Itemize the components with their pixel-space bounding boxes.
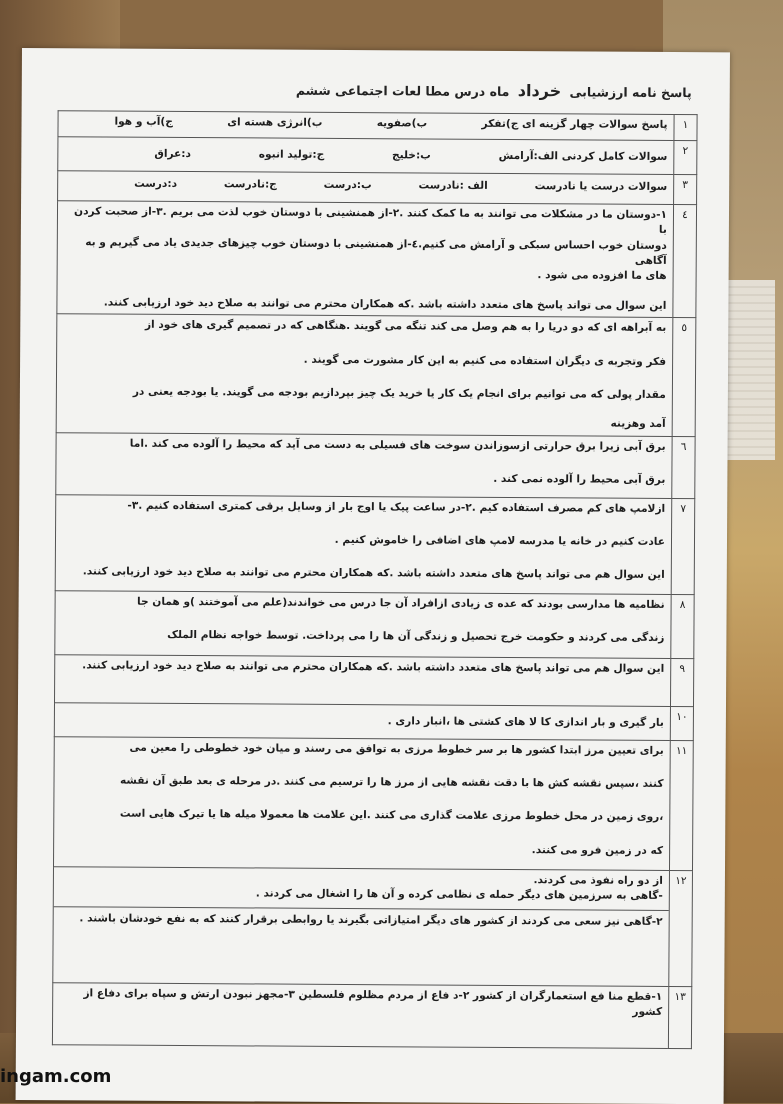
answer-line: ج:تولید انبوه xyxy=(258,148,325,161)
answer-line: د:عراق xyxy=(154,147,192,161)
answer-line: ،روی زمین در محل خطوط مرزی علامت گذاری می کنند .این علامت ها معمولا میله ها یا تیرک هایی است xyxy=(119,807,664,824)
answer-line: برق آبی زیرا برق حرارتی ازسوزاندن سوخت های فسیلی به دست می آید که محیط را آلوده می کند .اما xyxy=(129,437,666,453)
sheet-title xyxy=(22,78,692,101)
answer-line: دوستان خوب احساس سبکی و آرامش می کنیم.٤-از همنشینی با دوستان خوب چیزهای جدیدی یاد می گیریم و به آگاهی xyxy=(85,236,667,268)
answer-line: ب)انرژی هسته ای xyxy=(227,116,323,129)
answer-line: این سوال هم می تواند پاسخ های متعدد داشته باشد .که همکاران محترم می توانند به صلاح دید خود ارزیابی کنند. xyxy=(82,658,665,675)
answer-line: -گاهی به سرزمین های دیگر حمله ی نظامی کرده و آن ها را اشغال می کردند . xyxy=(255,887,663,902)
answer-line: ب)صفویه xyxy=(376,117,428,130)
answer-cell xyxy=(54,702,670,740)
table-row xyxy=(55,590,694,658)
row-number: ۱ xyxy=(674,114,697,140)
watermark: ingam.com xyxy=(0,1066,112,1087)
answer-line: ج)آب و هوا xyxy=(114,115,173,128)
row-number: ۸ xyxy=(671,594,694,658)
answer-line: کنند ،سپس نقشه کش ها با دقت نقشه هایی از مرز ها را ترسیم می کنند .در مرحله ی بعد طبق آن نقشه xyxy=(119,774,664,790)
table-row xyxy=(52,982,691,1048)
answer-line: ۱-دوستان ما در مشکلات می توانند به ما کمک کنند .۲-از همنشینی با دوستان خوب لذت می بریم .۳-از صحبت کردن با xyxy=(74,205,668,237)
answer-line: سوالات کامل کردنی الف:آرامش xyxy=(498,149,668,163)
answer-line: ازلامپ های کم مصرف استفاده کیم .۲-در ساعت پیک یا اوج بار از وسایل برقی کمتری استفاده کنیم .۳- xyxy=(127,499,666,515)
title-suffix: ماه درس مطا لعات اجتماعی ششم xyxy=(295,82,510,99)
table-row xyxy=(53,866,693,986)
row-number: ۱۰ xyxy=(670,706,693,740)
row-number: ۹ xyxy=(670,658,693,706)
answer-line: بار گیری و بار اندازی کا لا های کشتی ها ،انبار داری . xyxy=(387,714,664,729)
answer-cell xyxy=(53,866,670,986)
answer-cell xyxy=(56,314,673,436)
answer-line: فکر وتجربه ی دیگران استفاده می کنیم به این کار مشورت می گویند . xyxy=(303,353,667,368)
row-number: ۲ xyxy=(674,140,697,174)
row-number: ٤ xyxy=(673,204,697,317)
row-number: ٧ xyxy=(671,498,695,594)
title-prefix: پاسخ نامه ارزشیابی xyxy=(569,84,692,101)
answer-line: نظامیه ها مدارسی بودند که عده ی زیادی ازافراد آن جا درس می خواندند(علم می آموختند )و همان جا xyxy=(136,595,665,611)
answer-line: به آبراهه ای که دو دریا را به هم وصل می کند تنگه می گویند .هنگاهی که در تصمیم گیری های خود از xyxy=(144,318,667,335)
answer-cell xyxy=(55,590,671,658)
answer-line: ب:خلیج xyxy=(392,149,431,162)
answer-cell xyxy=(55,494,672,594)
answer-line: د:درست xyxy=(134,177,178,190)
answer-line: سوالات درست یا نادرست xyxy=(534,180,668,193)
title-month: خرداد xyxy=(517,81,562,101)
answer-line: برق آبی محیط را آلوده نمی کند . xyxy=(493,472,666,486)
answer-line: ب:درست xyxy=(323,178,372,192)
table-row xyxy=(56,314,696,436)
row-number: ۳ xyxy=(674,174,697,204)
answer-cell xyxy=(58,111,674,141)
answer-line: ۲-گاهی نیز سعی می کردند از کشور های دیگر امتیازاتی بگیرند یا روابطی برقرار کنند که به نفع خودشان باشند . xyxy=(79,912,663,929)
answer-line: برای تعیین مرز ابتدا کشور ها بر سر خطوط مرزی به توافق می رسند و میان خود خطوطی را معین می xyxy=(129,741,664,757)
answer-line: این سوال هم می تواند پاسخ های متعدد داشته باشد .که همکاران محترم می توانند به صلاح دید خود ارزیابی کنند. xyxy=(82,565,665,582)
answer-cell xyxy=(55,654,671,706)
answer-line: مقدار پولی که می توانیم برای انجام یک کار یا خرید یک چیز بپردازیم بودجه می گویند. یا بودجه یعنی در xyxy=(132,385,666,401)
answer-line: ۱-قطع منا فع استعمارگران از کشور ۲-د فاع از مردم مظلوم فلسطین ۳-مجهز نبودن ارتش و سپاه برای دفاع از کشور xyxy=(83,986,663,1018)
answers-table xyxy=(52,110,698,1048)
row-number: ٦ xyxy=(672,436,695,498)
answer-sheet xyxy=(16,48,730,1104)
table-row xyxy=(54,736,694,870)
row-number: ٥ xyxy=(672,318,696,437)
row-number: ۱۲ xyxy=(669,870,693,986)
answer-line: آمد وهزینه xyxy=(610,417,666,431)
answer-line: این سوال می تواند پاسخ های متعدد داشته باشد .که همکاران محترم می توانند به صلاح دید خود ارزیابی کنند. xyxy=(103,296,667,312)
table-row xyxy=(55,654,694,706)
answer-cell xyxy=(54,736,671,870)
answer-cell xyxy=(57,201,674,318)
answer-line: الف :نادرست xyxy=(418,179,488,192)
table-row xyxy=(56,432,695,498)
row-number: ۱۳ xyxy=(668,986,691,1048)
table-row xyxy=(58,171,697,205)
answer-line: پاسخ سوالات چهار گزینه ای ج)تفکر xyxy=(481,117,668,131)
table-row xyxy=(57,201,697,318)
table-row xyxy=(54,702,693,740)
row-number: ۱۱ xyxy=(669,740,693,870)
table-row xyxy=(58,111,697,141)
answer-line: که در زمین فرو می کنند. xyxy=(531,843,664,857)
answer-cell xyxy=(58,137,674,175)
answer-cell xyxy=(56,432,672,498)
table-row xyxy=(55,494,695,594)
answer-line: ج:نادرست xyxy=(223,178,277,191)
table-row xyxy=(58,137,697,175)
answer-line: عادت کنیم در خانه یا مدرسه لامپ های اضافی را خاموش کنیم . xyxy=(334,533,666,548)
answer-cell xyxy=(52,982,668,1048)
answer-line: زندگی می کردند و حکومت خرج تحصیل و زندگی آن ها را می پرداخت. توسط خواجه نظام الملک xyxy=(167,628,665,644)
answer-line: های ما افزوده می شود . xyxy=(537,269,667,283)
answer-cell xyxy=(58,171,674,205)
answer-line: از دو راه نفوذ می کردند. xyxy=(533,873,663,887)
